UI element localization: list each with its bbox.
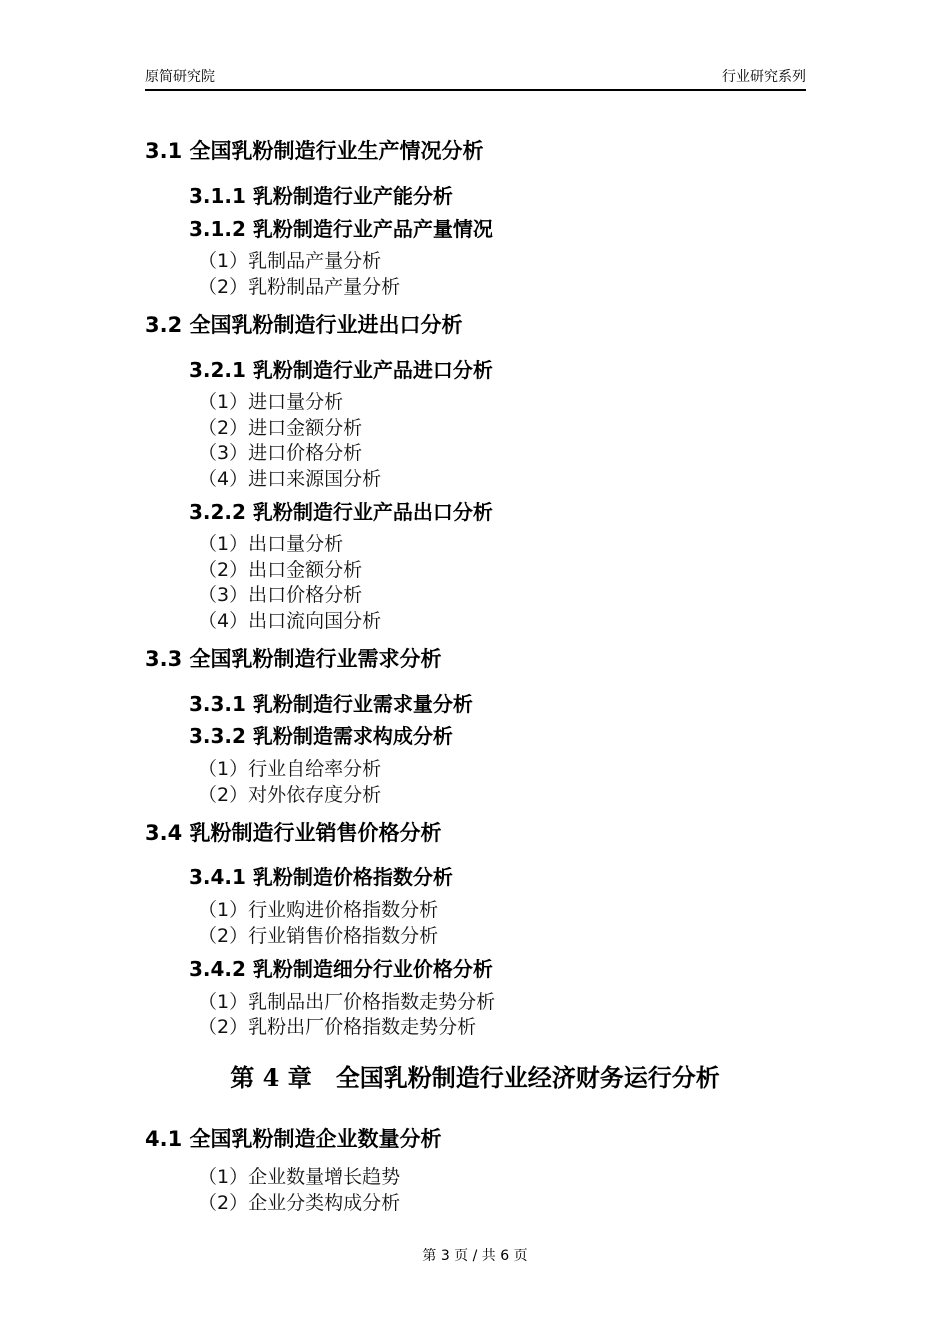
list-item: （1）乳制品出厂价格指数走势分析 — [198, 991, 496, 1013]
list-item: （2）对外依存度分析 — [198, 784, 382, 806]
list-item: （4）出口流向国分析 — [198, 610, 382, 632]
list-item: （1）出口量分析 — [198, 533, 344, 555]
subsection-3-4-2-heading: 3.4.2 乳粉制造细分行业价格分析 — [189, 957, 493, 981]
list-item: （2）出口金额分析 — [198, 559, 363, 581]
subsection-3-2-1-heading: 3.2.1 乳粉制造行业产品进口分析 — [189, 358, 493, 382]
section-3-4-heading: 3.4 乳粉制造行业销售价格分析 — [145, 821, 442, 845]
page-footer: 第 3 页 / 共 6 页 — [422, 1248, 528, 1264]
section-4-1-heading: 4.1 全国乳粉制造企业数量分析 — [145, 1127, 442, 1151]
list-item: （1）进口量分析 — [198, 391, 344, 413]
subsection-3-3-2-heading: 3.3.2 乳粉制造需求构成分析 — [189, 724, 453, 748]
list-item: （2）进口金额分析 — [198, 417, 363, 439]
list-item: （2）乳粉出厂价格指数走势分析 — [198, 1016, 477, 1038]
section-3-3-heading: 3.3 全国乳粉制造行业需求分析 — [145, 647, 442, 671]
subsection-3-2-2-heading: 3.2.2 乳粉制造行业产品出口分析 — [189, 500, 493, 524]
subsection-3-1-2-heading: 3.1.2 乳粉制造行业产品产量情况 — [189, 217, 493, 241]
subsection-3-3-1-heading: 3.3.1 乳粉制造行业需求量分析 — [189, 692, 473, 716]
section-3-1-heading: 3.1 全国乳粉制造行业生产情况分析 — [145, 139, 484, 163]
list-item: （1）企业数量增长趋势 — [198, 1166, 401, 1188]
list-item: （3）出口价格分析 — [198, 584, 363, 606]
list-item: （3）进口价格分析 — [198, 442, 363, 464]
subsection-3-4-1-heading: 3.4.1 乳粉制造价格指数分析 — [189, 865, 453, 889]
list-item: （1）行业自给率分析 — [198, 758, 382, 780]
chapter-4-heading: 第 4 章 全国乳粉制造行业经济财务运行分析 — [230, 1063, 720, 1092]
header-right-series: 行业研究系列 — [722, 69, 806, 85]
list-item: （2）乳粉制品产量分析 — [198, 276, 401, 298]
list-item: （4）进口来源国分析 — [198, 468, 382, 490]
subsection-3-1-1-heading: 3.1.1 乳粉制造行业产能分析 — [189, 184, 453, 208]
header-left-org: 原简研究院 — [145, 69, 215, 85]
list-item: （2）企业分类构成分析 — [198, 1192, 401, 1214]
list-item: （1）乳制品产量分析 — [198, 250, 382, 272]
section-3-2-heading: 3.2 全国乳粉制造行业进出口分析 — [145, 313, 463, 337]
list-item: （2）行业销售价格指数分析 — [198, 925, 439, 947]
list-item: （1）行业购进价格指数分析 — [198, 899, 439, 921]
header-rule — [145, 89, 806, 91]
